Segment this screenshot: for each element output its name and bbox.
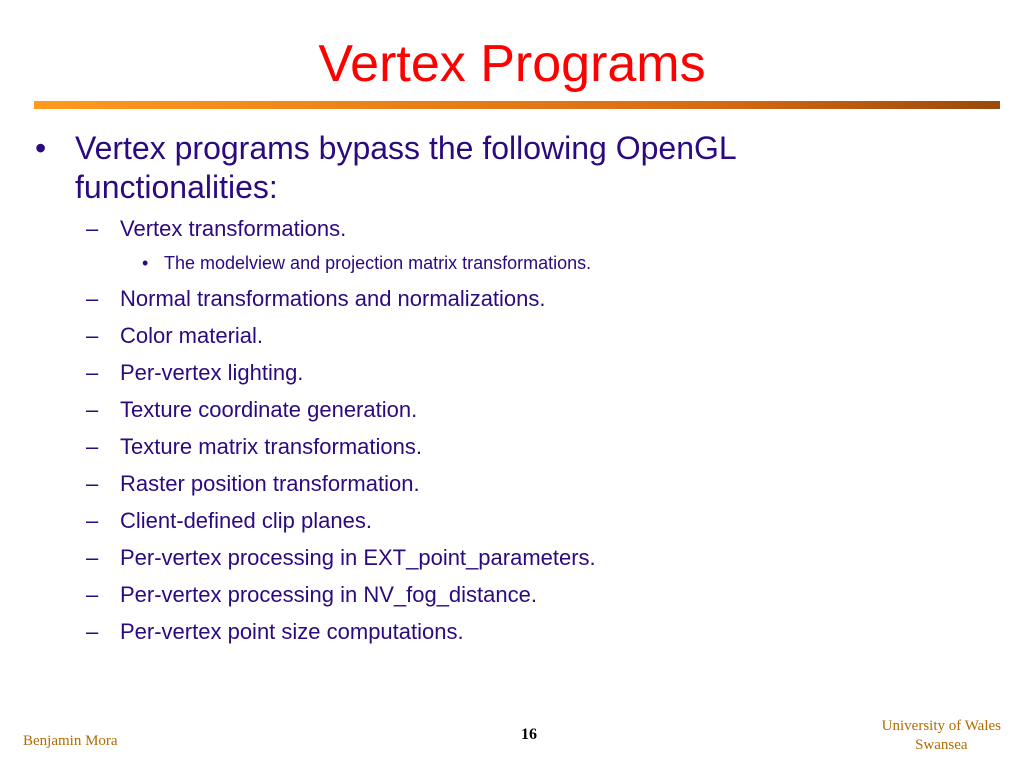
sub-item-text: Per-vertex lighting. (120, 360, 304, 385)
footer-institution (882, 717, 1001, 755)
dash-icon: – (86, 397, 99, 422)
sub-item (86, 434, 422, 460)
dash-icon: – (86, 434, 99, 459)
dash-icon: – (86, 582, 99, 607)
sub-item (86, 471, 420, 497)
sub-item (86, 286, 546, 312)
dash-icon: – (86, 216, 99, 241)
institution-line-2: Swansea (915, 737, 968, 753)
sub-item-text: Per-vertex processing in EXT_point_parameters. (120, 545, 596, 570)
dash-icon: – (86, 360, 99, 385)
nested-item-text: The modelview and projection matrix transformations. (164, 253, 592, 273)
main-bullet (35, 129, 835, 207)
slide-title: Vertex Programs (318, 35, 706, 93)
dash-icon: – (86, 286, 99, 311)
sub-item-text: Per-vertex processing in NV_fog_distance. (120, 582, 537, 607)
sub-item-text: Client-defined clip planes. (120, 508, 372, 533)
dash-icon: – (86, 323, 99, 348)
footer-author: Benjamin Mora (23, 733, 118, 749)
sub-item (86, 323, 264, 349)
sub-item-text: Color material. (120, 323, 264, 348)
sub-item-text: Per-vertex point size computations. (120, 619, 464, 644)
title-divider (34, 101, 1000, 109)
bullet-dot-icon: • (35, 130, 47, 166)
dash-icon: – (86, 471, 99, 496)
sub-item-text: Normal transformations and normalizations. (120, 286, 546, 311)
sub-item (86, 582, 537, 608)
sub-item (86, 397, 418, 423)
sub-item (86, 619, 464, 645)
dash-icon: – (86, 508, 99, 533)
sub-item (86, 360, 304, 386)
main-bullet-text: Vertex programs bypass the following OpenGL functionalities: (75, 130, 736, 205)
page-number: 16 (521, 726, 537, 743)
sub-item (86, 216, 347, 242)
sub-item-text: Vertex transformations. (120, 216, 347, 241)
bullet-dot-icon: • (142, 253, 149, 273)
sub-item-text: Texture matrix transformations. (120, 434, 422, 459)
institution-line-1: University of Wales (881, 718, 1001, 734)
sub-item (86, 545, 596, 571)
sub-item-text: Raster position transformation. (120, 471, 420, 496)
dash-icon: – (86, 619, 99, 644)
dash-icon: – (86, 545, 99, 570)
sub-item (86, 508, 372, 534)
sub-item-text: Texture coordinate generation. (120, 397, 418, 422)
nested-item (142, 252, 592, 274)
